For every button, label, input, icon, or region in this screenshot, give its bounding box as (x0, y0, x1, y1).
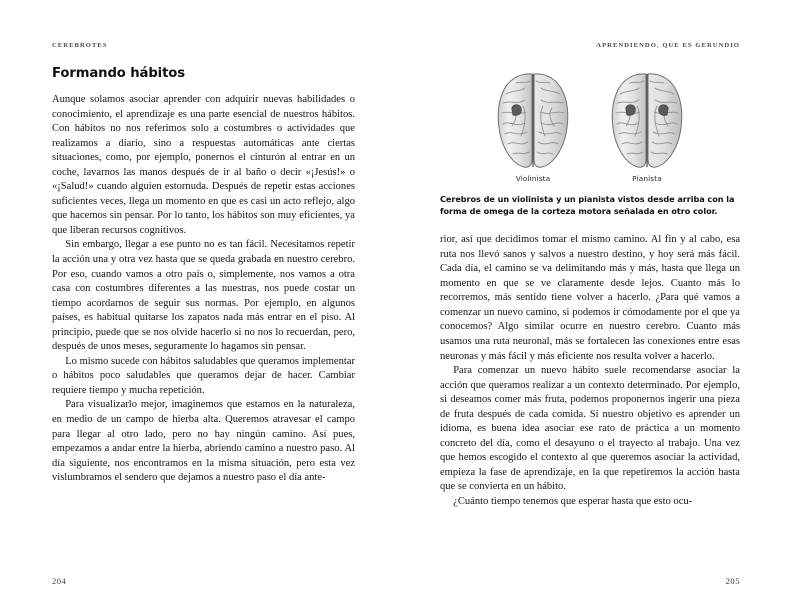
paragraph: Para comenzar un nuevo hábito suele recomendarse asociar la acción que queramos realizar a un contexto determinado. Por ejemplo, si deseamos comer más fruta, podemos proponernos ingerir una pieza de fruta después de cada comida. Si nuestro objetivo es aprender un idioma, es buena idea asociar ese rato de práctica a un momento concreto del día, como el desayuno o el trayecto al trabajo. Una vez que hemos escogido el contexto al que queremos asociar la actividad, empieza la fase de aprendizaje, en la que repetiremos la acción hasta que se convierta en un hábito. (440, 365, 740, 493)
paragraph: Aunque solamos asociar aprender con adquirir nuevas habilidades o conocimiento, el aprendizaje es una parte esencial de nuestros hábitos. Con hábitos no nos referimos solo a costumbres o actividades que realizamos a diario, sino a respuestas automáticas ante ciertas situaciones, como, por ejemplo, ponernos el cinturón al entrar en un coche, lavarnos las manos después de ir al baño o decir «¡Jesús!» o «¡Salud!» cuando alguien estornuda. Después de repetir estas acciones suficientes veces, llega un momento en que es casi un acto reflejo, algo que hacemos sin pensar. Por lo tanto, los hábitos son muy eficientes, ya que liberan recursos cognitivos. (52, 94, 355, 236)
paragraph: Lo mismo sucede con hábitos saludables que queramos implementar o hábitos poco saludables que queramos dejar de hacer. Cambiar requiere tiempo y mucha repetición. (52, 355, 355, 396)
brain-pianista (606, 70, 688, 183)
brain-violinista (492, 70, 574, 183)
omega-motor-cortex-mark (659, 105, 669, 116)
paragraph: rior, así que decidimos tomar el mismo camino. Al fin y al cabo, esa ruta nos llevó sanos y salvos a nuestro destino, y hoy será más fácil. Cada día, el camino se va delimitando más y más, hasta que llega un momento en que se ve claramente desde lejos. Cuanto más lo recorremos, más sentido tiene volver a hacerlo. ¿Para qué vamos a comenzar un nuevo camino, si podemos ir cómodamente por el que ya conocemos? Algo similar ocurre en nuestro cerebro. Cuanto más usamos una ruta neuronal, más se fortalecen las conexiones entre esas neuronas y más fácil y más eficiente nos resulta volver a hacerlo. (440, 234, 740, 362)
paragraph: Para visualizarlo mejor, imaginemos que estamos en la naturaleza, en medio de un campo de hierba alta. Queremos atravesar el campo para llegar al otro lado, pero no hay ningún camino. Así pues, empezamos a andar entre la hierba, abriendo camino a nuestro paso. Al día siguiente, nos encontramos en la misma situación, pero esta vez vislumbramos el sendero que dejamos a nuestro paso el día ante- (52, 399, 355, 484)
left-body-column (52, 93, 355, 486)
brain-illustrations (440, 56, 740, 183)
folio-right: 205 (725, 576, 740, 586)
paragraph: Sin embargo, llegar a ese punto no es tan fácil. Necesitamos repetir la acción una y otra vez hasta que se queda grabada en nuestro cerebro. Por eso, cuando vamos a otro país o, simplemente, nos vamos a otra casa con costumbres diferentes a las nuestras, nos puede costar un tiempo acordarnos de seguir sus normas. Por ejemplo, en algunos países, es habitual quitarse los zapatos nada más entrar en el piso. Al principio, puede que se nos olvide hacerlo si no nos lo recuerdan, pero, después de unos meses, seguramente lo hagamos sin pensar. (52, 239, 355, 353)
brain-label: Violinista (515, 174, 551, 183)
paragraph: ¿Cuánto tiempo tenemos que esperar hasta que esto ocu- (453, 496, 693, 508)
brain-label: Pianista (632, 174, 662, 183)
omega-motor-cortex-mark (512, 105, 522, 116)
right-body-column (440, 233, 740, 509)
folio-left: 204 (52, 576, 67, 586)
brain-top-view-icon (606, 70, 688, 170)
right-page (400, 0, 800, 613)
brain-figure (440, 56, 740, 217)
figure-caption: Cerebros de un violinista y un pianista vistos desde arriba con la forma de omega de la corteza motora señalada en otro color. (440, 194, 735, 216)
brain-top-view-icon (492, 70, 574, 170)
section-title: Formando hábitos (52, 66, 186, 81)
omega-motor-cortex-mark (626, 105, 636, 116)
running-head-right: APRENDIENDO, QUE ES GERUNDIO (596, 42, 740, 49)
running-head-left: CEREBROTES (52, 42, 108, 49)
